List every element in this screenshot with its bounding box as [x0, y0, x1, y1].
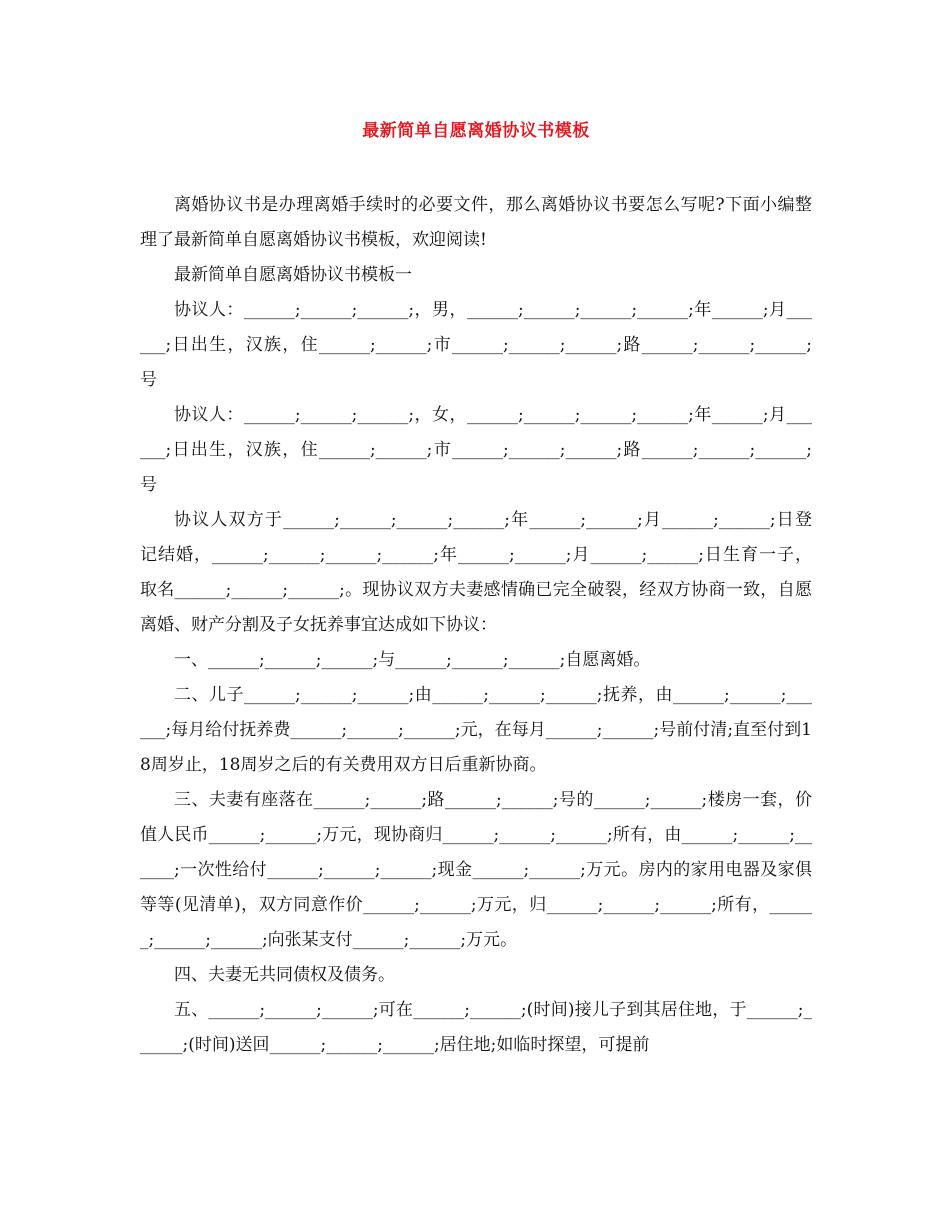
clause-5: 五、______;______;______;可在______;______;(时间)接儿子到其居住地，于______;______;(时间)送回______;______;______;居住地;如临时探望，可提前 [140, 1000, 812, 1055]
clause-1: 一、______;______;______;与______;______;______;自愿离婚。 [174, 650, 651, 670]
marriage-info-paragraph: 协议人双方于______;______;______;______;年______;______;月______;______;日登记结婚，______;______;______;______;年______;______;月______;______;日生育一子，取名______;______;______;。现协议双方夫妻感情确已完全破裂，经双方协商一致，自愿离婚、财产分割及子女抚养事宜达成如下协议： [140, 510, 812, 635]
clause-3: 三、夫妻有座落在______;______;路______;______;号的______;______;楼房一套，价值人民币______;______;万元，现协商归______;______;______;所有，由______;______;______;一次性给付______;______;______;现金______;______;万元。房内的家用电器及家俱等等(见清单)，双方同意作价______;______;万元，归______;______;______;所有，______;______;______;向张某支付______;______;万元。 [140, 790, 812, 950]
document-title: 最新简单自愿离婚协议书模板 [362, 121, 590, 141]
template-heading: 最新简单自愿离婚协议书模板一 [174, 265, 412, 285]
party-male-paragraph: 协议人：______;______;______;，男，______;______;______;______;年______;月______;日出生，汉族，住______;______;市______;______;______;路______;______;______;号 [140, 300, 812, 390]
party-female-paragraph: 协议人：______;______;______;，女，______;______;______;______;年______;月______;日出生，汉族，住______;______;市______;______;______;路______;______;______;号 [140, 405, 812, 495]
intro-paragraph: 离婚协议书是办理离婚手续时的必要文件，那么离婚协议书要怎么写呢?下面小编整理了最新简单自愿离婚协议书模板，欢迎阅读! [140, 195, 812, 250]
clause-2: 二、儿子______;______;______;由______;______;______;抚养，由______;______;______;每月给付抚养费______;______;______;元，在每月______;______;号前付清;直至付到18周岁止，18周岁之后的有关费用双方日后重新协商。 [140, 685, 812, 775]
clause-4: 四、夫妻无共同债权及债务。 [174, 965, 395, 985]
document-page [140, 118, 812, 1063]
